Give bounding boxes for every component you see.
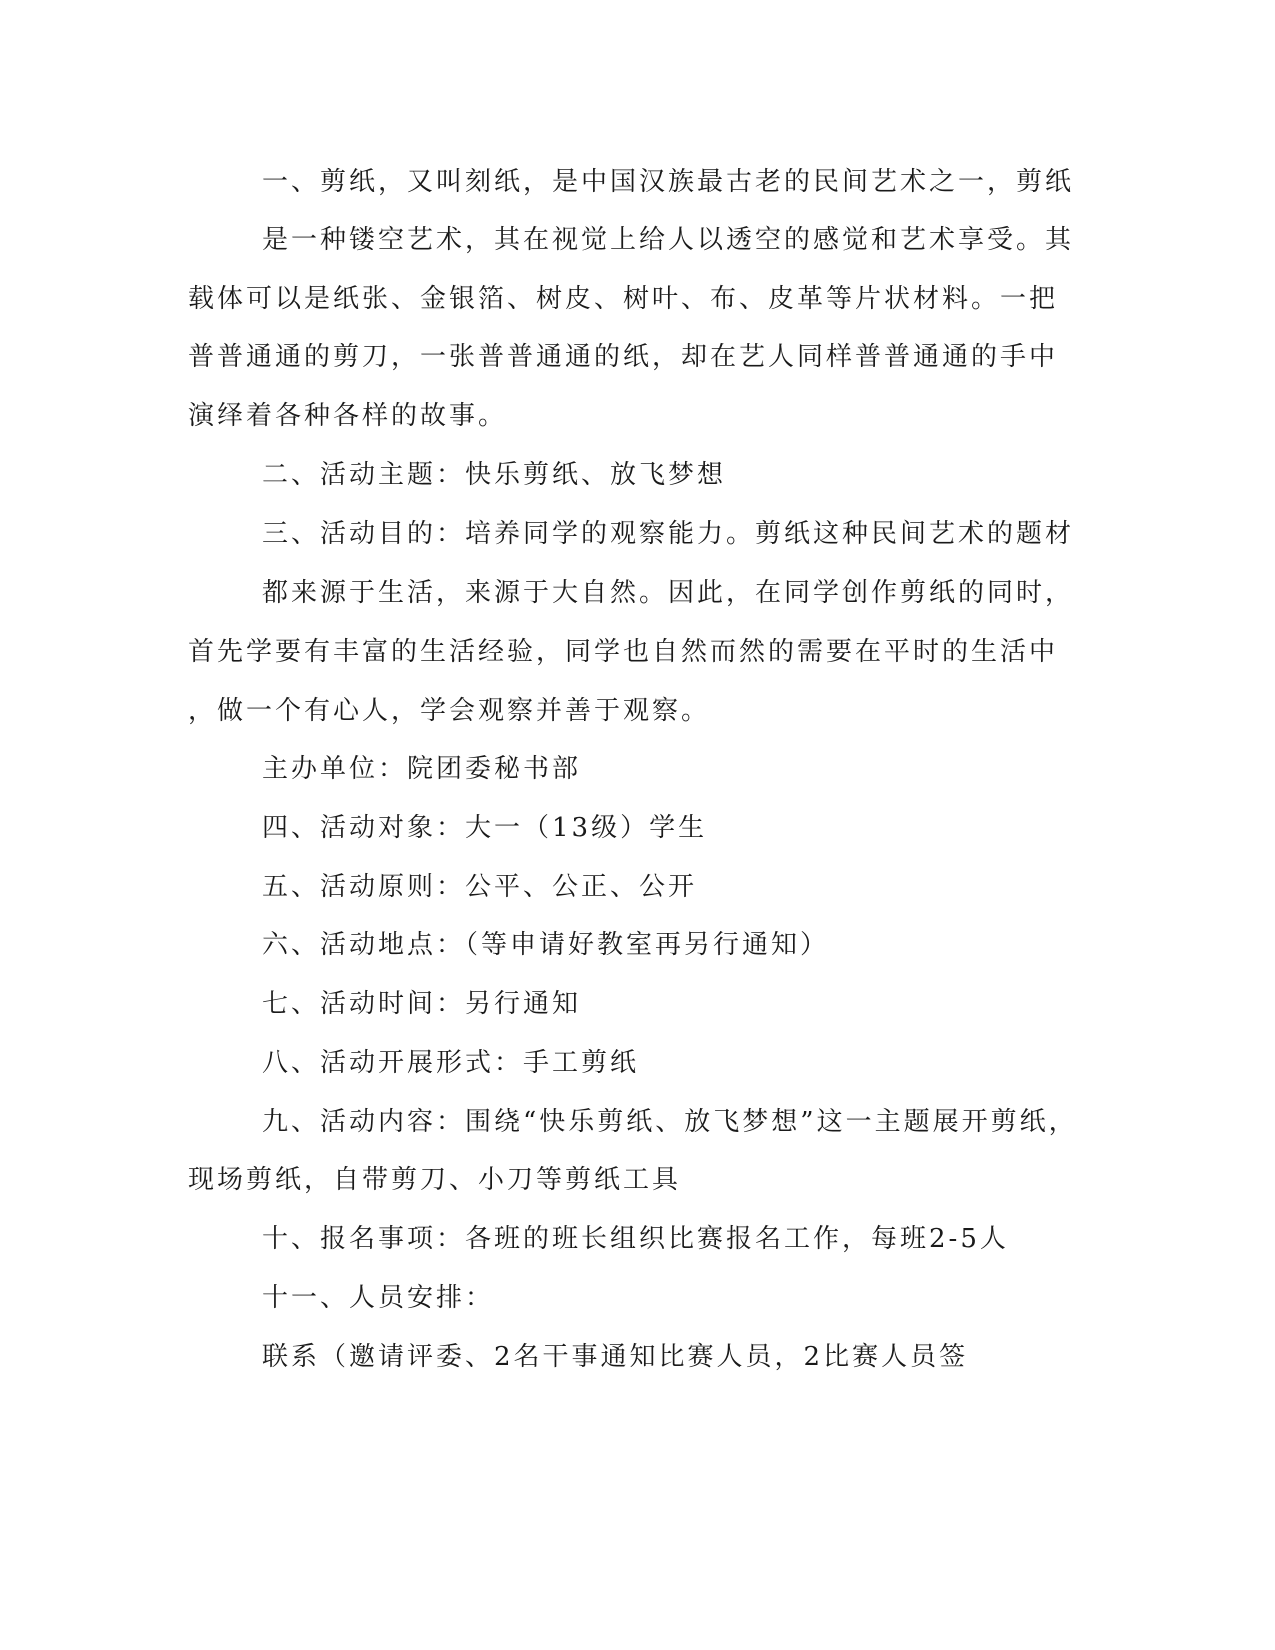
organizer-line: 主办单位：院团委秘书部 bbox=[262, 754, 582, 784]
paragraph-line: 联系（邀请评委、2名干事通知比赛人员，2比赛人员签 bbox=[262, 1342, 969, 1372]
paragraph-line: 现场剪纸，自带剪刀、小刀等剪纸工具 bbox=[188, 1165, 682, 1195]
section-heading: 八、活动开展形式：手工剪纸 bbox=[262, 1048, 640, 1078]
section-heading: 六、活动地点：（等申请好教室再另行通知） bbox=[262, 930, 830, 960]
paragraph-line: 都来源于生活，来源于大自然。因此，在同学创作剪纸的同时， bbox=[262, 578, 1075, 608]
paragraph-line: ，做一个有心人，学会观察并善于观察。 bbox=[188, 696, 711, 726]
paragraph-line: 首先学要有丰富的生活经验，同学也自然而然的需要在平时的生活中 bbox=[188, 637, 1059, 667]
section-heading: 十、报名事项：各班的班长组织比赛报名工作，每班2-5人 bbox=[262, 1224, 1009, 1254]
paragraph-line: 演绎着各种各样的故事。 bbox=[188, 401, 508, 431]
paragraph-line: 普普通通的剪刀，一张普普通通的纸，却在艺人同样普普通通的手中 bbox=[188, 342, 1059, 372]
section-heading: 七、活动时间：另行通知 bbox=[262, 989, 582, 1019]
paragraph-line: 三、活动目的：培养同学的观察能力。剪纸这种民间艺术的题材 bbox=[262, 519, 1075, 549]
section-heading: 十一、人员安排： bbox=[262, 1283, 495, 1313]
paragraph-line: 是一种镂空艺术，其在视觉上给人以透空的感觉和艺术享受。其 bbox=[262, 225, 1075, 255]
section-heading: 五、活动原则：公平、公正、公开 bbox=[262, 872, 698, 902]
paragraph-line: 一、剪纸，又叫刻纸，是中国汉族最古老的民间艺术之一，剪纸 bbox=[262, 167, 1075, 197]
paragraph-line: 九、活动内容：围绕“快乐剪纸、放飞梦想”这一主题展开剪纸， bbox=[262, 1107, 1078, 1137]
section-heading: 四、活动对象：大一（13级）学生 bbox=[262, 813, 708, 843]
section-heading: 二、活动主题：快乐剪纸、放飞梦想 bbox=[262, 460, 727, 490]
paragraph-line: 载体可以是纸张、金银箔、树皮、树叶、布、皮革等片状材料。一把 bbox=[188, 284, 1059, 314]
